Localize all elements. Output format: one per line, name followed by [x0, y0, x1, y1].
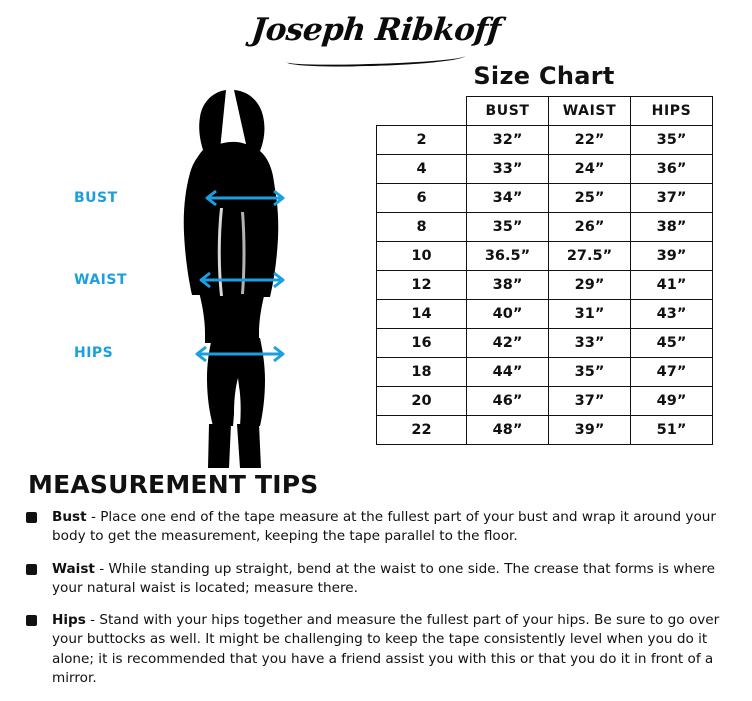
- cell-size: 12: [377, 271, 467, 300]
- column-header-bust: BUST: [467, 97, 549, 126]
- cell-hips: 43”: [631, 300, 713, 329]
- tip-text: - Place one end of the tape measure at the fullest part of your bust and wrap it around your body to get the measurement, keeping the tape parallel to the floor.: [52, 509, 716, 545]
- bust-label: BUST: [74, 190, 118, 206]
- cell-hips: 49”: [631, 387, 713, 416]
- model-silhouette-illustration: [130, 88, 350, 468]
- table-row: [377, 416, 713, 445]
- cell-size: 18: [377, 358, 467, 387]
- square-bullet-icon: [26, 615, 37, 626]
- cell-bust: 44”: [467, 358, 549, 387]
- waist-label: WAIST: [74, 272, 127, 288]
- cell-size: 10: [377, 242, 467, 271]
- cell-bust: 33”: [467, 155, 549, 184]
- cell-hips: 37”: [631, 184, 713, 213]
- cell-hips: 51”: [631, 416, 713, 445]
- cell-bust: 48”: [467, 416, 549, 445]
- cell-waist: 31”: [549, 300, 631, 329]
- table-row: [377, 242, 713, 271]
- list-item: [26, 560, 732, 599]
- tip-text: - While standing up straight, bend at the waist to one side. The crease that forms is where your natural waist is located; measure there.: [52, 560, 715, 596]
- table-row: [377, 155, 713, 184]
- cell-hips: 38”: [631, 213, 713, 242]
- cell-size: 16: [377, 329, 467, 358]
- cell-waist: 29”: [549, 271, 631, 300]
- cell-hips: 39”: [631, 242, 713, 271]
- cell-hips: 36”: [631, 155, 713, 184]
- cell-size: 22: [377, 416, 467, 445]
- cell-size: 14: [377, 300, 467, 329]
- list-item: [26, 611, 732, 688]
- hips-label: HIPS: [74, 345, 114, 361]
- table-row: [377, 387, 713, 416]
- cell-hips: 45”: [631, 329, 713, 358]
- cell-waist: 27.5”: [549, 242, 631, 271]
- cell-bust: 32”: [467, 126, 549, 155]
- cell-bust: 36.5”: [467, 242, 549, 271]
- tip-text: - Stand with your hips together and measure the fullest part of your hips. Be sure to go over your buttocks as well. It might be challenging to keep the tape consistently level when you do it alone; it is recommended that you have a friend assist you with this or that you do it in front of a mirror.: [52, 612, 720, 687]
- column-header-size: [377, 97, 467, 126]
- cell-size: 8: [377, 213, 467, 242]
- cell-size: 20: [377, 387, 467, 416]
- square-bullet-icon: [26, 564, 37, 575]
- brand-logo: Joseph Ribkoff: [249, 12, 503, 48]
- cell-hips: 47”: [631, 358, 713, 387]
- size-chart-table: [376, 96, 713, 445]
- size-chart-title: Size Chart: [473, 62, 615, 90]
- table-row: [377, 213, 713, 242]
- table-row: [377, 300, 713, 329]
- cell-waist: 37”: [549, 387, 631, 416]
- table-row: [377, 358, 713, 387]
- measurement-tips-list: [26, 508, 732, 701]
- cell-waist: 35”: [549, 358, 631, 387]
- cell-waist: 24”: [549, 155, 631, 184]
- table-row: [377, 184, 713, 213]
- cell-bust: 42”: [467, 329, 549, 358]
- table-row: [377, 271, 713, 300]
- column-header-hips: HIPS: [631, 97, 713, 126]
- measurement-tips-title: MEASUREMENT TIPS: [28, 470, 319, 499]
- tip-term: Bust: [52, 509, 87, 525]
- table-header-row: [377, 97, 713, 126]
- tip-term: Hips: [52, 612, 86, 629]
- square-bullet-icon: [26, 512, 37, 523]
- cell-bust: 40”: [467, 300, 549, 329]
- cell-bust: 35”: [467, 213, 549, 242]
- cell-waist: 26”: [549, 213, 631, 242]
- table-row: [377, 329, 713, 358]
- cell-bust: 34”: [467, 184, 549, 213]
- list-item: [26, 508, 732, 547]
- cell-size: 2: [377, 126, 467, 155]
- cell-waist: 25”: [549, 184, 631, 213]
- cell-size: 4: [377, 155, 467, 184]
- cell-waist: 33”: [549, 329, 631, 358]
- column-header-waist: WAIST: [549, 97, 631, 126]
- cell-size: 6: [377, 184, 467, 213]
- cell-bust: 38”: [467, 271, 549, 300]
- tip-term: Waist: [52, 560, 95, 577]
- cell-waist: 39”: [549, 416, 631, 445]
- table-row: [377, 126, 713, 155]
- cell-waist: 22”: [549, 126, 631, 155]
- cell-hips: 41”: [631, 271, 713, 300]
- cell-bust: 46”: [467, 387, 549, 416]
- cell-hips: 35”: [631, 126, 713, 155]
